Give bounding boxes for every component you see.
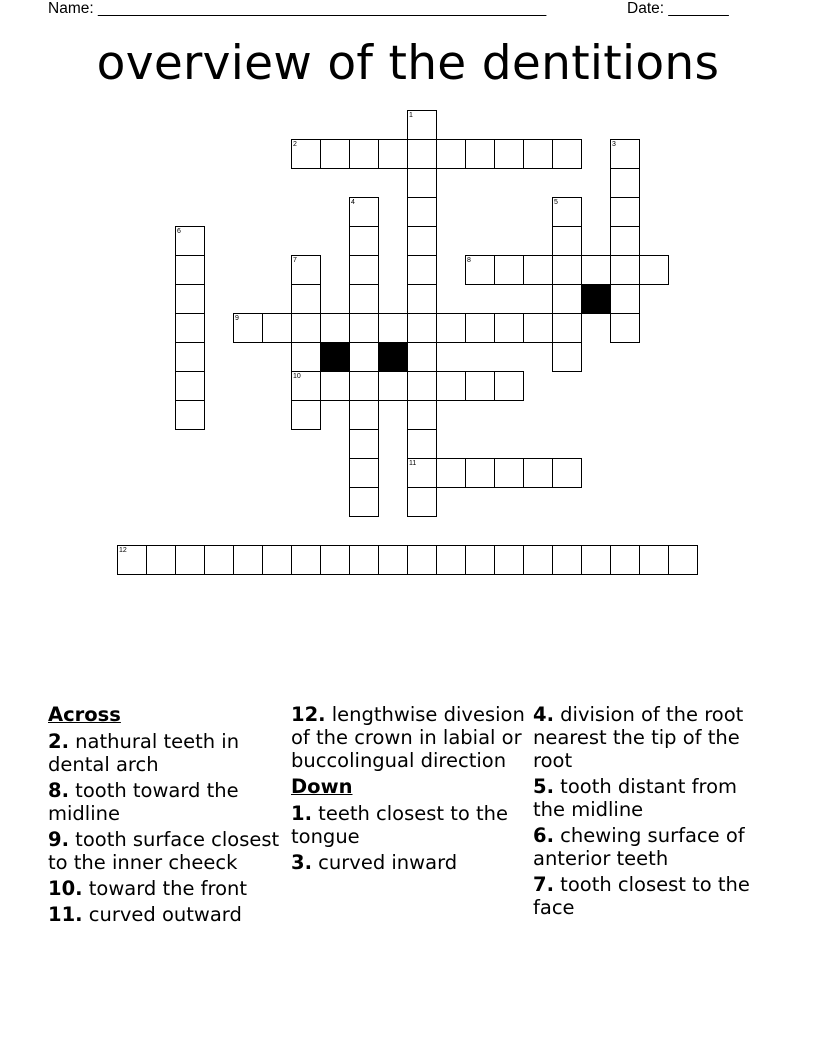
crossword-cell[interactable] <box>465 255 495 285</box>
crossword-cell[interactable] <box>349 429 379 459</box>
clue-number: 1. <box>291 802 312 825</box>
crossword-cell[interactable] <box>523 255 553 285</box>
crossword-cell[interactable] <box>407 545 437 575</box>
crossword-cell[interactable] <box>407 284 437 314</box>
crossword-cell[interactable] <box>523 139 553 169</box>
crossword-cell[interactable] <box>378 545 408 575</box>
crossword-cell[interactable] <box>610 197 640 227</box>
crossword-cell[interactable] <box>349 487 379 517</box>
crossword-cell[interactable] <box>465 313 495 343</box>
crossword-cell[interactable] <box>349 400 379 430</box>
crossword-cell[interactable] <box>407 458 437 488</box>
down-clue <box>291 802 527 848</box>
crossword-cell[interactable] <box>523 313 553 343</box>
crossword-cell[interactable] <box>175 342 205 372</box>
crossword-cell[interactable] <box>349 313 379 343</box>
crossword-cell[interactable] <box>465 458 495 488</box>
crossword-cell[interactable] <box>610 284 640 314</box>
clue-number-label: 8 <box>467 257 471 264</box>
crossword-cell[interactable] <box>175 400 205 430</box>
crossword-cell[interactable] <box>610 545 640 575</box>
crossword-block <box>581 284 611 314</box>
across-clue <box>48 779 280 825</box>
clue-text: nathural teeth in dental arch <box>48 730 240 776</box>
page-title: overview of the dentitions <box>96 36 720 91</box>
crossword-cell[interactable] <box>291 255 321 285</box>
crossword-cell[interactable] <box>175 255 205 285</box>
down-clue <box>533 824 763 870</box>
crossword-cell[interactable] <box>320 313 350 343</box>
crossword-cell[interactable] <box>378 313 408 343</box>
crossword-cell[interactable] <box>610 226 640 256</box>
crossword-cell[interactable] <box>610 168 640 198</box>
crossword-cell[interactable] <box>349 545 379 575</box>
clue-number-label: 11 <box>409 460 417 467</box>
crossword-cell[interactable] <box>349 197 379 227</box>
crossword-cell[interactable] <box>349 255 379 285</box>
clue-text: division of the root nearest the tip of the root <box>533 703 744 772</box>
clue-text: tooth surface closest to the inner cheeck <box>48 828 280 874</box>
crossword-cell[interactable] <box>291 545 321 575</box>
crossword-cell[interactable] <box>291 284 321 314</box>
clue-text: tooth distant from the midline <box>533 775 738 821</box>
clue-text: lengthwise divesion of the crown in labial or buccolingual direction <box>291 703 525 772</box>
clue-number: 4. <box>533 703 554 726</box>
crossword-cell[interactable] <box>320 371 350 401</box>
crossword-cell[interactable] <box>291 313 321 343</box>
clue-text: curved inward <box>311 851 458 874</box>
across-clue <box>48 730 280 776</box>
crossword-cell[interactable] <box>320 545 350 575</box>
crossword-cell[interactable] <box>610 313 640 343</box>
clue-text: chewing surface of anterior teeth <box>533 824 745 870</box>
crossword-cell[interactable] <box>204 545 234 575</box>
crossword-cell[interactable] <box>610 139 640 169</box>
crossword-cell[interactable] <box>291 400 321 430</box>
crossword-cell[interactable] <box>175 313 205 343</box>
clue-number-label: 1 <box>409 112 413 119</box>
crossword-cell[interactable] <box>291 371 321 401</box>
clue-number: 12. <box>291 703 326 726</box>
crossword-cell[interactable] <box>349 458 379 488</box>
down-heading: Down <box>291 775 353 798</box>
clue-number: 6. <box>533 824 554 847</box>
crossword-cell[interactable] <box>407 139 437 169</box>
clue-number-label: 6 <box>177 228 181 235</box>
crossword-cell[interactable] <box>494 313 524 343</box>
crossword-cell[interactable] <box>233 313 263 343</box>
crossword-cell[interactable] <box>552 255 582 285</box>
clue-number-label: 12 <box>119 547 127 554</box>
crossword-cell[interactable] <box>407 487 437 517</box>
clue-number-label: 3 <box>612 141 616 148</box>
crossword-cell[interactable] <box>407 429 437 459</box>
crossword-cell[interactable] <box>610 255 640 285</box>
crossword-cell[interactable] <box>349 139 379 169</box>
crossword-cell[interactable] <box>494 139 524 169</box>
crossword-cell[interactable] <box>378 139 408 169</box>
crossword-cell[interactable] <box>262 545 292 575</box>
crossword-cell[interactable] <box>407 197 437 227</box>
crossword-block <box>378 342 408 372</box>
crossword-cell[interactable] <box>407 168 437 198</box>
crossword-cell[interactable] <box>262 313 292 343</box>
crossword-cell[interactable] <box>407 110 437 140</box>
crossword-cell[interactable] <box>291 342 321 372</box>
across-clue <box>48 903 280 926</box>
crossword-cell[interactable] <box>494 255 524 285</box>
crossword-cell[interactable] <box>552 313 582 343</box>
crossword-cell[interactable] <box>407 400 437 430</box>
clue-text: teeth closest to the tongue <box>291 802 509 848</box>
crossword-cell[interactable] <box>320 139 350 169</box>
across-clue <box>48 877 280 900</box>
clue-number: 8. <box>48 779 69 802</box>
crossword-cell[interactable] <box>523 545 553 575</box>
crossword-cell[interactable] <box>465 139 495 169</box>
crossword-cell[interactable] <box>436 139 466 169</box>
down-clue <box>533 703 763 772</box>
down-clue <box>533 775 763 821</box>
clue-number: 11. <box>48 903 83 926</box>
crossword-cell[interactable] <box>436 545 466 575</box>
clue-number: 7. <box>533 873 554 896</box>
crossword-cell[interactable] <box>146 545 176 575</box>
clue-number-label: 9 <box>235 315 239 322</box>
crossword-cell[interactable] <box>407 313 437 343</box>
date-field[interactable]: Date: _______ <box>627 0 729 17</box>
crossword-cell[interactable] <box>552 139 582 169</box>
crossword-cell[interactable] <box>552 545 582 575</box>
clue-text: curved outward <box>82 903 242 926</box>
crossword-cell[interactable] <box>407 371 437 401</box>
crossword-cell[interactable] <box>494 545 524 575</box>
crossword-cell[interactable] <box>175 226 205 256</box>
crossword-cell[interactable] <box>465 371 495 401</box>
clue-text: tooth toward the midline <box>48 779 239 825</box>
crossword-cell[interactable] <box>494 371 524 401</box>
crossword-cell[interactable] <box>436 458 466 488</box>
clue-number-label: 4 <box>351 199 355 206</box>
crossword-cell[interactable] <box>581 255 611 285</box>
across-clue <box>291 703 527 772</box>
crossword-cell[interactable] <box>552 458 582 488</box>
crossword-cell[interactable] <box>639 255 669 285</box>
down-clue <box>291 851 527 874</box>
crossword-cell[interactable] <box>494 458 524 488</box>
clue-number-label: 2 <box>293 141 297 148</box>
crossword-cell[interactable] <box>581 545 611 575</box>
crossword-cell[interactable] <box>436 371 466 401</box>
crossword-cell[interactable] <box>175 371 205 401</box>
clue-number: 5. <box>533 775 554 798</box>
crossword-cell[interactable] <box>349 371 379 401</box>
crossword-cell[interactable] <box>552 284 582 314</box>
crossword-cell[interactable] <box>291 139 321 169</box>
clue-number: 3. <box>291 851 312 874</box>
crossword-cell[interactable] <box>552 226 582 256</box>
crossword-block <box>320 342 350 372</box>
crossword-cell[interactable] <box>233 545 263 575</box>
clue-number: 2. <box>48 730 69 753</box>
clues-column-1 <box>48 703 280 929</box>
crossword-cell[interactable] <box>117 545 147 575</box>
crossword-cell[interactable] <box>552 197 582 227</box>
clue-number-label: 10 <box>293 373 301 380</box>
clue-text: toward the front <box>82 877 248 900</box>
crossword-cell[interactable] <box>436 313 466 343</box>
crossword-cell[interactable] <box>552 342 582 372</box>
clue-number-label: 5 <box>554 199 558 206</box>
crossword-cell[interactable] <box>465 545 495 575</box>
crossword-cell[interactable] <box>349 284 379 314</box>
clue-number: 9. <box>48 828 69 851</box>
clue-text: tooth closest to the face <box>533 873 750 919</box>
crossword-cell[interactable] <box>349 226 379 256</box>
crossword-cell[interactable] <box>407 226 437 256</box>
across-clue <box>48 828 280 874</box>
crossword-cell[interactable] <box>407 342 437 372</box>
down-clue <box>533 873 763 919</box>
crossword-cell[interactable] <box>407 255 437 285</box>
crossword-cell[interactable] <box>668 545 698 575</box>
across-heading: Across <box>48 703 121 726</box>
clues-column-2 <box>291 703 527 877</box>
crossword-cell[interactable] <box>175 284 205 314</box>
crossword-cell[interactable] <box>175 545 205 575</box>
clue-number: 10. <box>48 877 83 900</box>
crossword-cell[interactable] <box>523 458 553 488</box>
crossword-cell[interactable] <box>639 545 669 575</box>
clue-number-label: 7 <box>293 257 297 264</box>
name-field[interactable]: Name: ____________________________________________________ <box>48 0 547 17</box>
crossword-cell[interactable] <box>378 371 408 401</box>
clues-column-3 <box>533 703 763 922</box>
